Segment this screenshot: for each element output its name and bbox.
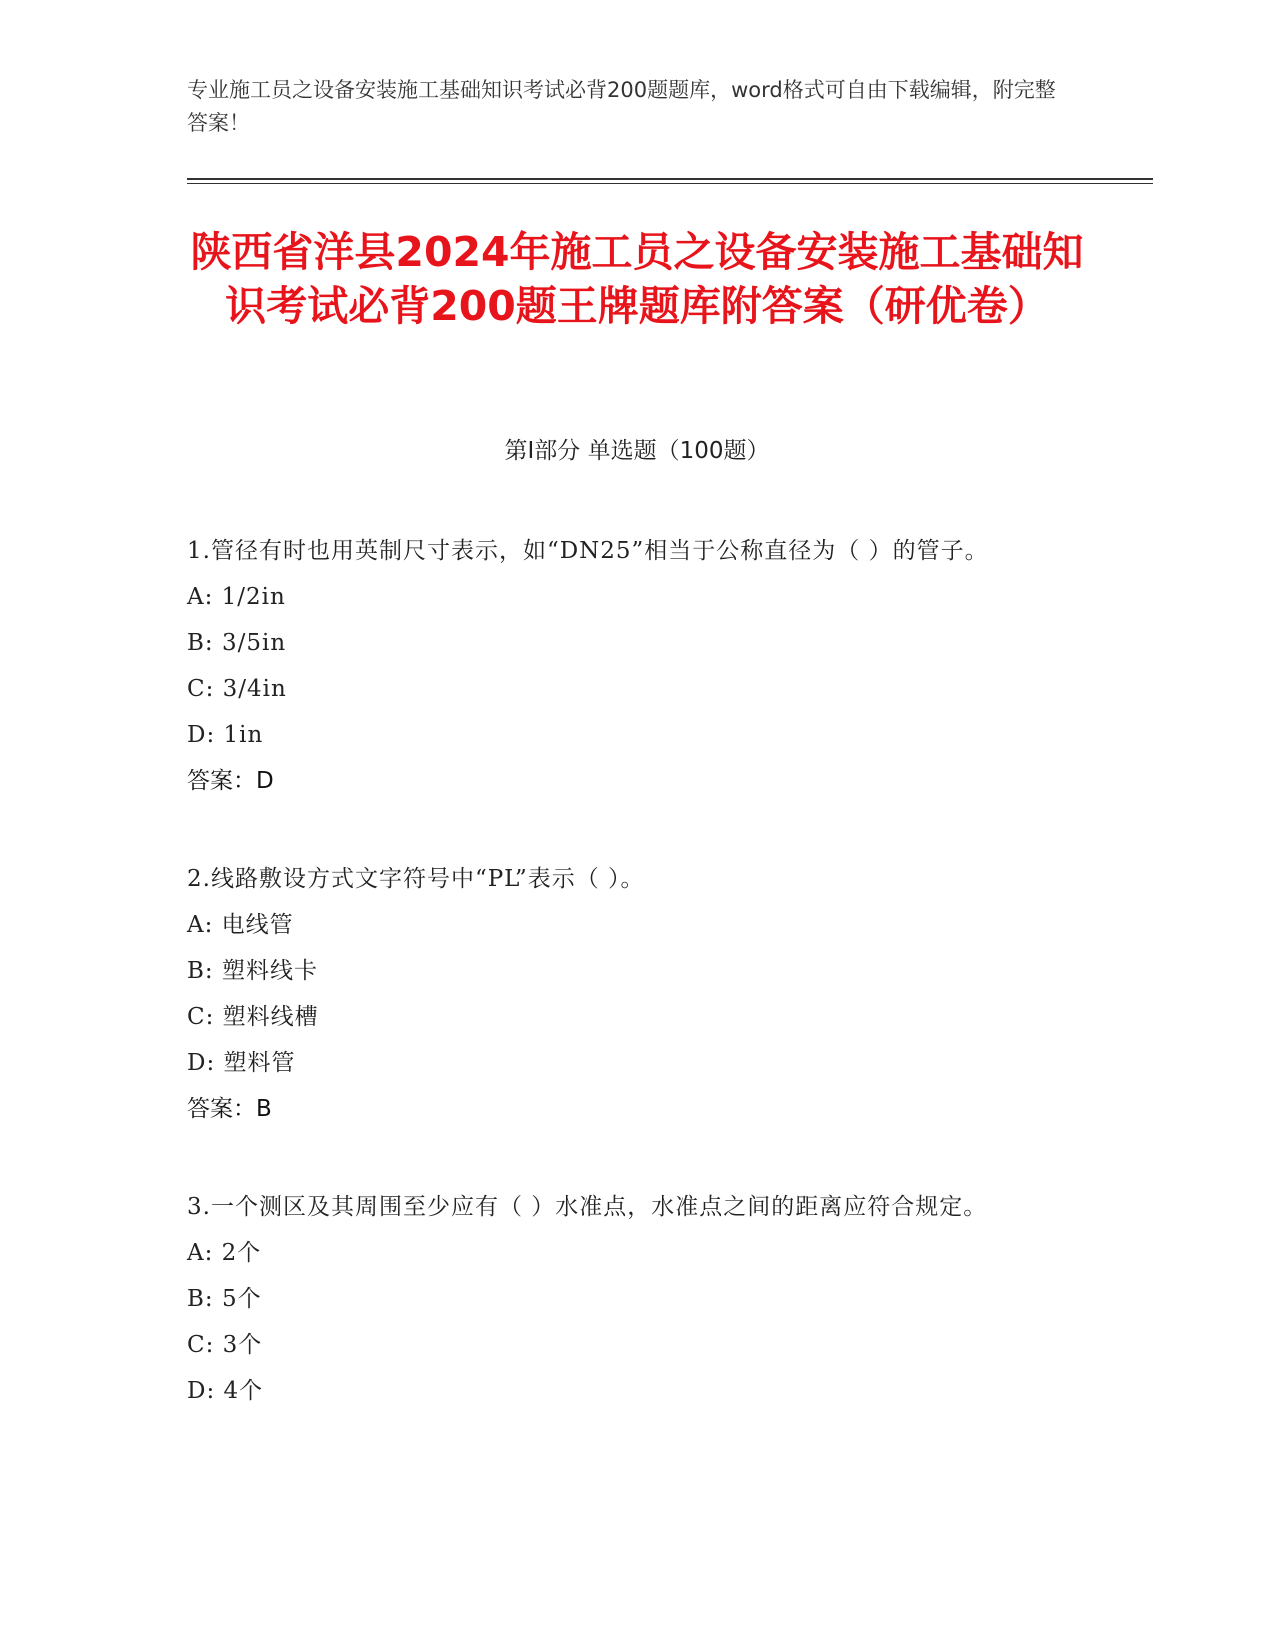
header-divider-thick [187,178,1153,180]
answer: 答案：D [187,768,274,794]
option-c: C: 3/4in [187,676,287,702]
answer: 答案：B [187,1096,272,1122]
question-stem: 2.线路敷设方式文字符号中“PL”表示（ ）。 [187,866,645,892]
document-title: 陕西省洋县2024年施工员之设备安装施工基础知识考试必背200题王牌题库附答案（研优卷） [190,228,1084,330]
option-d: D: 4个 [187,1378,264,1404]
option-a: A: 电线管 [187,912,294,938]
option-d: D: 塑料管 [187,1050,296,1076]
option-a: A: 1/2in [187,584,286,610]
question-stem: 1.管径有时也用英制尺寸表示，如“DN25”相当于公称直径为（ ）的管子。 [187,538,989,564]
header-note: 专业施工员之设备安装施工基础知识考试必背200题题库，word格式可自由下载编辑，附完整答案！ [187,78,1056,135]
question-stem: 3.一个测区及其周围至少应有（ ）水准点，水准点之间的距离应符合规定。 [187,1194,988,1220]
option-b: B: 5个 [187,1286,262,1312]
option-c: C: 塑料线槽 [187,1004,319,1030]
section-title: 第I部分 单选题（100题） [504,438,770,464]
header-divider-thin [187,183,1153,184]
question-2 [187,856,1067,1132]
question-3 [187,1184,1067,1414]
option-d: D: 1in [187,722,264,748]
option-b: B: 塑料线卡 [187,958,318,984]
option-b: B: 3/5in [187,630,287,656]
question-1 [187,528,1067,804]
question-list [187,528,1067,1466]
option-c: C: 3个 [187,1332,263,1358]
option-a: A: 2个 [187,1240,262,1266]
